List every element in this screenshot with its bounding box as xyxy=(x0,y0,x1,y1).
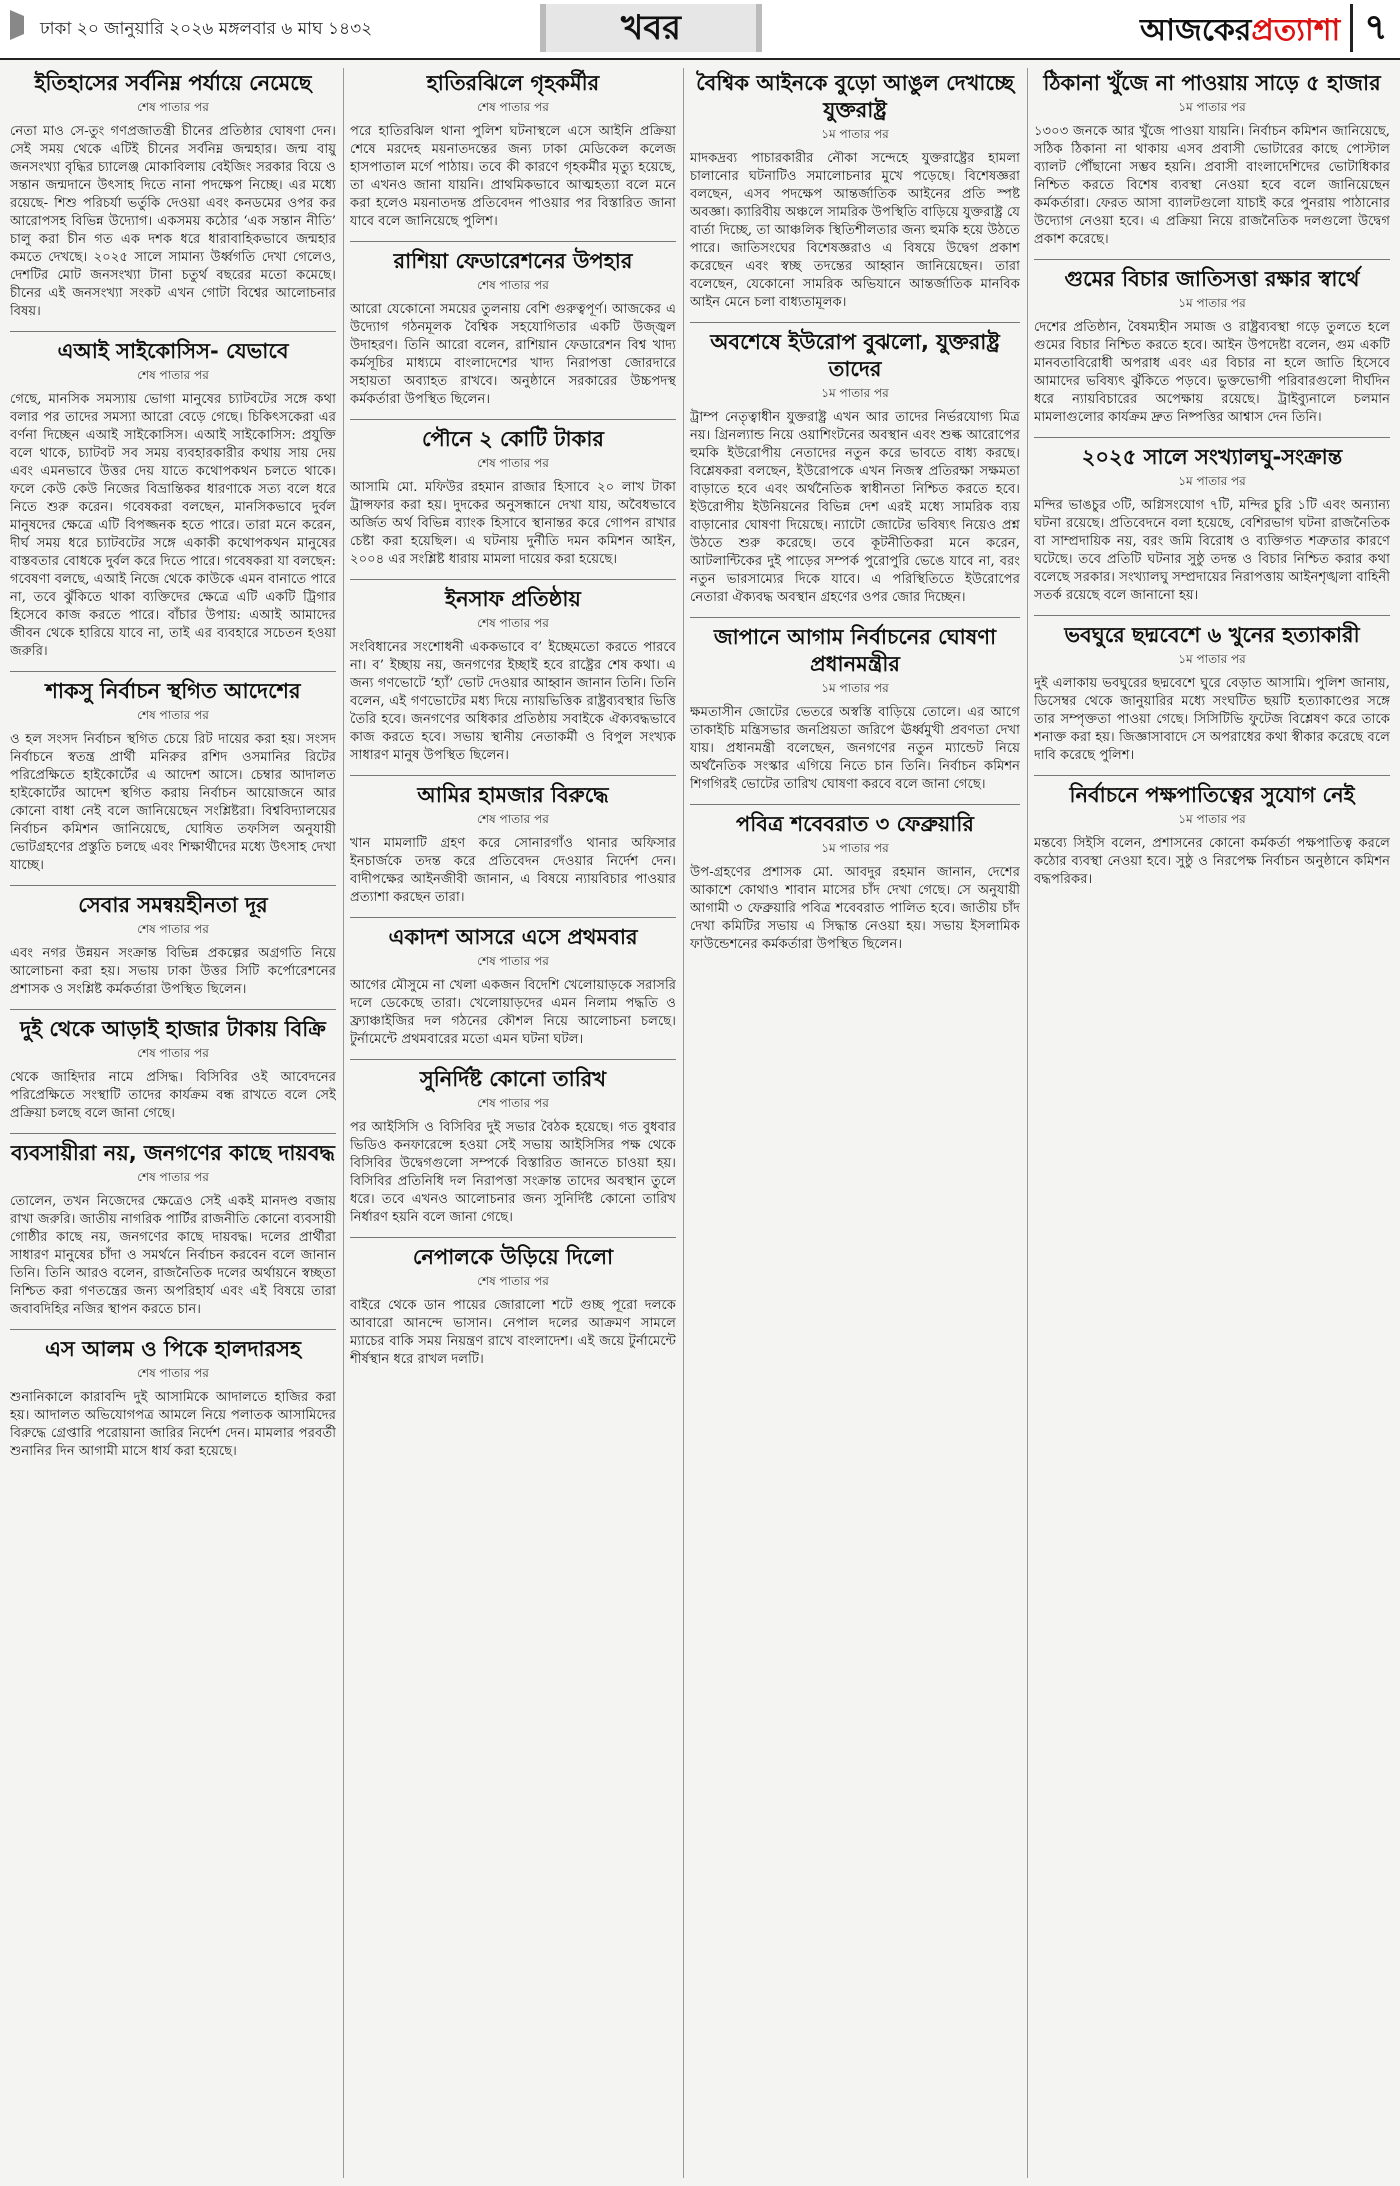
jump-line: ১ম পাতার পর xyxy=(1178,100,1246,114)
article-body: পরে হাতিরঝিল থানা পুলিশ ঘটনাস্থলে এসে আইনি প্রক্রিয়া শেষে মরদেহ ময়নাতদন্তের জন্য ঢাকা মেডিকেল কলেজ হাসপাতাল মর্গে পাঠায়। তবে কী কারণে গৃহকর্মীর মৃত্যু হয়েছে, তা এখনও জানা যায়নি। প্রাথমিকভাবে আত্মহত্যা বলে মনে করা হলেও ময়নাতদন্ত প্রতিবেদন পাওয়ার পর বিস্তারিত জানা যাবে বলে জানিয়েছে পুলিশ। xyxy=(350,124,676,229)
article xyxy=(690,329,1020,607)
jump-line: শেষ পাতার পর xyxy=(477,616,549,630)
article xyxy=(350,1244,676,1369)
article-divider xyxy=(10,1009,336,1010)
article xyxy=(1034,70,1390,249)
article xyxy=(10,1140,336,1319)
article-body: ১৩০৩ জনকে আর খুঁজে পাওয়া যায়নি। নির্বাচন কমিশন জানিয়েছে, সঠিক ঠিকানা না থাকায় এসব প্রবাসী ভোটারের কাছে পোস্টাল ব্যালট পৌঁছানো সম্ভব হয়নি। প্রবাসী বাংলাদেশিদের ভোটাধিকার নিশ্চিত করতে বিশেষ ব্যবস্থা নেওয়া হবে বলে জানিয়েছেন কর্মকর্তারা। ফেরত আসা ব্যালটগুলো যাচাই করে পুনরায় পাঠানোর উদ্যোগ নেওয়া হবে। এ প্রক্রিয়া নিয়ে রাজনৈতিক দলগুলো উদ্বেগ প্রকাশ করেছে। xyxy=(1034,124,1390,247)
article-divider xyxy=(690,617,1020,618)
article xyxy=(10,338,336,661)
column-rule xyxy=(343,68,344,2178)
article xyxy=(350,426,676,569)
page-number: ৭ xyxy=(1350,4,1399,52)
article xyxy=(690,624,1020,794)
jump-line: শেষ পাতার পর xyxy=(477,954,549,968)
jump-line: ১ম পাতার পর xyxy=(1178,296,1246,310)
jump-line: শেষ পাতার পর xyxy=(137,708,209,722)
issue-date: ঢাকা ২০ জানুয়ারি ২০২৬ মঙ্গলবার ৬ মাঘ ১৪৩২ xyxy=(40,19,373,39)
article-body: আগের মৌসুমে না খেলা একজন বিদেশি খেলোয়াড়কে সরাসরি দলে ডেকেছে তারা। খেলোয়াড়দের এমন নিলাম পদ্ধতি ও ফ্র্যাঞ্চাইজির দল গঠনের কৌশল নিয়ে আলোচনা চলছে। টুর্নামেন্টে প্রথমবারের মতো এমন ঘটনা ঘটল। xyxy=(350,978,676,1047)
article-divider xyxy=(350,775,676,776)
article-body: শুনানিকালে কারাবন্দি দুই আসামিকে আদালতে হাজির করা হয়। আদালত অভিযোগপত্র আমলে নিয়ে পলাতক আসামিদের বিরুদ্ধে গ্রেপ্তারি পরোয়ানা জারির নির্দেশ দেন। মামলার পরবর্তী শুনানির দিন আগামী মাসে ধার্য করা হয়েছে। xyxy=(10,1390,336,1459)
article-headline[interactable]: শাকসু নির্বাচন স্থগিত আদেশের xyxy=(45,679,301,703)
logo-part-1: আজকের xyxy=(1140,13,1252,48)
jump-line: ১ম পাতার পর xyxy=(821,841,889,855)
article-divider xyxy=(10,885,336,886)
article-divider xyxy=(690,322,1020,323)
article xyxy=(350,782,676,907)
article xyxy=(350,586,676,765)
jump-line: ১ম পাতার পর xyxy=(1178,812,1246,826)
jump-line: শেষ পাতার পর xyxy=(137,922,209,936)
article xyxy=(690,811,1020,954)
article-headline[interactable]: নির্বাচনে পক্ষপাতিত্বের সুযোগ নেই xyxy=(1069,783,1355,807)
article-divider xyxy=(1034,615,1390,616)
article-headline[interactable]: ইতিহাসের সর্বনিম্ন পর্যায়ে নেমেছে xyxy=(34,71,312,95)
masthead xyxy=(0,0,1400,60)
article-headline[interactable]: জাপানে আগাম নির্বাচনের ঘোষণা প্রধানমন্ত্রীর xyxy=(713,625,997,676)
article-divider xyxy=(10,671,336,672)
logo-part-2: প্রত্যাশা xyxy=(1251,13,1341,48)
article-body: এবং নগর উন্নয়ন সংক্রান্ত বিভিন্ন প্রকল্পের অগ্রগতি নিয়ে আলোচনা করা হয়। সভায় ঢাকা উত্তর সিটি কর্পোরেশনের প্রশাসক ও সংশ্লিষ্ট কর্মকর্তারা উপস্থিত ছিলেন। xyxy=(10,946,336,997)
article-body: আসামি মো. মফিউর রহমান রাজার হিসাবে ২০ লাখ টাকা ট্রান্সফার করা হয়। দুদকের অনুসন্ধানে দেখা যায়, অবৈধভাবে অর্জিত অর্থ বিভিন্ন ব্যাংক হিসাবে স্থানান্তর করে গোপন রাখার চেষ্টা করা হয়েছিল। এ ঘটনায় দুর্নীতি দমন কমিশন আইন, ২০০৪ এর সংশ্লিষ্ট ধারায় মামলা দায়ের করা হয়েছে। xyxy=(350,480,676,567)
article-body: ক্ষমতাসীন জোটের ভেতরে অস্বস্তি বাড়িয়ে তোলে। এর আগে তাকাইচি মন্ত্রিসভার জনপ্রিয়তা জরিপে ঊর্ধ্বমুখী প্রবণতা দেখা যায়। প্রধানমন্ত্রী বলেছেন, জনগণের নতুন ম্যান্ডেট নিয়ে অর্থনৈতিক সংস্কার এগিয়ে নিতে চান তিনি। নির্বাচন কমিশন শিগগিরই ভোটের তারিখ ঘোষণা করবে বলে জানা গেছে। xyxy=(690,705,1020,792)
jump-line: শেষ পাতার পর xyxy=(137,1170,209,1184)
article xyxy=(1034,444,1390,605)
jump-line: শেষ পাতার পর xyxy=(137,1046,209,1060)
article-body: মন্দির ভাঙচুর ৩টি, অগ্নিসংযোগ ৭টি, মন্দির চুরি ১টি এবং অন্যান্য ঘটনা রয়েছে। প্রতিবেদনে বলা হয়েছে, বেশিরভাগ ঘটনা রাজনৈতিক বা সাম্প্রদায়িক নয়, বরং জমি বিরোধ ও ব্যক্তিগত শত্রুতার কারণে ঘটেছে। তবে প্রতিটি ঘটনার সুষ্ঠু তদন্ত ও বিচার নিশ্চিত করার কথা বলেছে সরকার। সংখ্যালঘু সম্প্রদায়ের নিরাপত্তায় আইনশৃঙ্খলা বাহিনী সতর্ক রয়েছে বলে জানানো হয়। xyxy=(1034,498,1390,603)
page-corner-mark xyxy=(10,10,24,40)
article-headline[interactable]: বৈশ্বিক আইনকে বুড়ো আঙুল দেখাচ্ছে যুক্তরাষ্ট্র xyxy=(696,71,1014,122)
article-body: খান মামলাটি গ্রহণ করে সোনারগাঁও থানার অফিসার ইনচার্জকে তদন্ত করে প্রতিবেদন দেওয়ার নির্দেশ দেন। বাদীপক্ষের আইনজীবী জানান, এ বিষয়ে ন্যায়বিচার পাওয়ার প্রত্যাশা করছেন তারা। xyxy=(350,836,676,905)
article-divider xyxy=(10,331,336,332)
column-rule xyxy=(1027,68,1028,2178)
article-divider xyxy=(350,579,676,580)
jump-line: শেষ পাতার পর xyxy=(137,100,209,114)
jump-line: শেষ পাতার পর xyxy=(137,1366,209,1380)
newspaper-logo xyxy=(1140,6,1340,57)
article-headline[interactable]: পৌনে ২ কোটি টাকার xyxy=(422,427,604,451)
article xyxy=(10,1016,336,1123)
article-divider xyxy=(350,917,676,918)
article-headline[interactable]: হাতিরঝিলে গৃহকর্মীর xyxy=(426,71,600,95)
article xyxy=(350,924,676,1049)
article xyxy=(1034,622,1390,765)
article-headline[interactable]: ইনসাফ প্রতিষ্ঠায় xyxy=(445,587,581,611)
article xyxy=(10,70,336,321)
article-body: আরো যেকোনো সময়ের তুলনায় বেশি গুরুত্বপূর্ণ। আজকের এ উদ্যোগ গঠনমূলক বৈশ্বিক সহযোগিতার একটি উজ্জ্বল উদাহরণ। তিনি আরো বলেন, রাশিয়ান ফেডারেশন বিশ্ব খাদ্য কর্মসূচির মাধ্যমে বাংলাদেশের খাদ্য নিরাপত্তা জোরদারে সহায়তা অব্যাহত রাখবে। অনুষ্ঠানে সরকারের উচ্চপদস্থ কর্মকর্তারা উপস্থিত ছিলেন। xyxy=(350,302,676,407)
article-divider xyxy=(350,419,676,420)
section-title: খবর xyxy=(540,4,762,52)
article-body: তোলেন, তখন নিজেদের ক্ষেত্রেও সেই একই মানদণ্ড বজায় রাখা জরুরি। জাতীয় নাগরিক পার্টির রাজনীতি কোনো ব্যবসায়ী গোষ্ঠীর কাছে নয়, জনগণের কাছে দায়বদ্ধ। দলের প্রার্থীরা সাধারণ মানুষের চাঁদা ও সমর্থনে নির্বাচন করবেন বলে জানান তিনি। তিনি আরও বলেন, রাজনৈতিক দলের অর্থায়নে স্বচ্ছতা নিশ্চিত করা গণতন্ত্রের জন্য অপরিহার্য এবং এই বিষয়ে তারা জবাবদিহির নজির স্থাপন করতে চান। xyxy=(10,1194,336,1317)
article xyxy=(10,678,336,875)
column-3 xyxy=(690,68,1020,2178)
article-body: ট্রাম্প নেতৃত্বাধীন যুক্তরাষ্ট্র এখন আর তাদের নির্ভরযোগ্য মিত্র নয়। গ্রিনল্যান্ড নিয়ে ওয়াশিংটনের অবস্থান এবং শুল্ক আরোপের হুমকি ইউরোপীয় নেতাদের নতুন করে ভাবতে বাধ্য করছে। বিশ্লেষকরা বলছেন, ইউরোপকে এখন নিজস্ব প্রতিরক্ষা সক্ষমতা বাড়াতে হবে এবং অর্থনৈতিক স্বাধীনতা নিশ্চিত করতে হবে। ইউরোপীয় ইউনিয়নের বিভিন্ন দেশ এরই মধ্যে সামরিক ব্যয় বাড়ানোর ঘোষণা দিয়েছে। ন্যাটো জোটের ভবিষ্যৎ নিয়েও প্রশ্ন উঠতে শুরু করেছে। তবে কূটনীতিকরা মনে করেন, আটলান্টিকের দুই পাড়ের সম্পর্ক পুরোপুরি ভেঙে যাবে না, বরং নতুন ভারসাম্যের দিকে যাবে। এ পরিস্থিতিতে ইউরোপের নেতারা ঐক্যবদ্ধ অবস্থান গ্রহণের ওপর জোর দিচ্ছেন। xyxy=(690,410,1020,605)
article-divider xyxy=(10,1133,336,1134)
article-divider xyxy=(1034,437,1390,438)
article xyxy=(350,248,676,409)
article-body: সংবিধানের সংশোধনী এককভাবে ব’ ইচ্ছেমতো করতে পারবে না। ব’ ইচ্ছায় নয়, জনগণের ইচ্ছাই হবে রাষ্ট্রের শেষ কথা। এ জন্য গণভোটে ‘হ্যাঁ’ ভোট দেওয়ার আহ্বান জানান তিনি। তিনি বলেন, এই গণভোটের মধ্য দিয়ে ন্যায়ভিত্তিক রাষ্ট্রব্যবস্থার ভিত্তি তৈরি হবে। জনগণের অধিকার প্রতিষ্ঠায় সবাইকে ঐক্যবদ্ধভাবে কাজ করতে হবে। সভায় স্থানীয় নেতাকর্মী ও বিপুল সংখ্যক সাধারণ মানুষ উপস্থিত ছিলেন। xyxy=(350,640,676,763)
article-divider xyxy=(690,804,1020,805)
article-headline[interactable]: আমির হামজার বিরুদ্ধে xyxy=(417,783,609,807)
article-headline[interactable]: নেপালকে উড়িয়ে দিলো xyxy=(412,1245,614,1269)
jump-line: ১ম পাতার পর xyxy=(821,127,889,141)
column-2 xyxy=(350,68,676,2178)
article-headline[interactable]: ঠিকানা খুঁজে না পাওয়ায় সাড়ে ৫ হাজার xyxy=(1043,71,1381,95)
article xyxy=(10,892,336,999)
article xyxy=(350,70,676,231)
article-body: উপ-গ্রহণের প্রশাসক মো. আবদুর রহমান জানান, দেশের আকাশে কোথাও শাবান মাসের চাঁদ দেখা গেছে। সে অনুযায়ী আগামী ৩ ফেব্রুয়ারি পবিত্র শবেবরাত পালিত হবে। জাতীয় চাঁদ দেখা কমিটির সভায় এ সিদ্ধান্ত নেওয়া হয়। সভায় ইসলামিক ফাউন্ডেশনের কর্মকর্তারা উপস্থিত ছিলেন। xyxy=(690,865,1020,952)
article-headline[interactable]: এস আলম ও পিকে হালদারসহ xyxy=(44,1337,302,1361)
article-headline[interactable]: ভবঘুরে ছদ্মবেশে ৬ খুনের হত্যাকারী xyxy=(1064,623,1360,647)
article-divider xyxy=(350,1059,676,1060)
jump-line: শেষ পাতার পর xyxy=(477,278,549,292)
column-1 xyxy=(10,68,336,2178)
article xyxy=(10,1336,336,1461)
article-body: পর আইসিসি ও বিসিবির দুই সভার বৈঠক হয়েছে। গত বুধবার ভিডিও কনফারেন্সে হওয়া সেই সভায় আইসিসির পক্ষ থেকে বিসিবির উদ্বেগগুলো সম্পর্কে বিস্তারিত জানতে চাওয়া হয়। বিসিবির প্রতিনিধি দল নিরাপত্তা সংক্রান্ত তাদের অবস্থান তুলে ধরে। তবে এখনও আলোচনার জন্য সুনির্দিষ্ট কোনো তারিখ নির্ধারণ হয়নি বলে জানা গেছে। xyxy=(350,1120,676,1225)
column-rule xyxy=(683,68,684,2178)
jump-line: শেষ পাতার পর xyxy=(477,100,549,114)
article-headline[interactable]: পবিত্র শবেবরাত ৩ ফেব্রুয়ারি xyxy=(736,812,974,836)
article-headline[interactable]: সেবার সমন্বয়হীনতা দূর xyxy=(78,893,268,917)
article-body: দেশের প্রতিষ্ঠান, বৈষম্যহীন সমাজ ও রাষ্ট্রব্যবস্থা গড়ে তুলতে হলে গুমের বিচার নিশ্চিত করতে হবে। আইন উপদেষ্টা বলেন, গুম একটি মানবতাবিরোধী অপরাধ এবং এর বিচার না হলে জাতি হিসেবে আমাদের ভবিষ্যৎ ঝুঁকিতে পড়বে। ভুক্তভোগী পরিবারগুলো দীর্ঘদিন ধরে ন্যায়বিচারের অপেক্ষায় রয়েছে। ট্রাইব্যুনালে চলমান মামলাগুলোর কার্যক্রম দ্রুত নিষ্পত্তির আশ্বাস দেন তিনি। xyxy=(1034,320,1390,425)
article-headline[interactable]: সুনির্দিষ্ট কোনো তারিখ xyxy=(419,1067,607,1091)
article-body: ও হল সংসদ নির্বাচন স্থগিত চেয়ে রিট দায়ের করা হয়। সংসদ নির্বাচনে স্বতন্ত্র প্রার্থী মনিরুর রশিদ ওসমানির রিটের পরিপ্রেক্ষিতে হাইকোর্টের এ আদেশ আসে। চেম্বার আদালত হাইকোর্টের আদেশ স্থগিত করায় নির্বাচন আয়োজনে আর কোনো বাধা নেই বলে জানিয়েছেন সংশ্লিষ্টরা। বিশ্ববিদ্যালয়ের নির্বাচন কমিশন জানিয়েছে, ঘোষিত তফসিল অনুযায়ী ভোটগ্রহণের প্রস্তুতি চলছে এবং শিক্ষার্থীদের মধ্যে উৎসাহ দেখা যাচ্ছে। xyxy=(10,732,336,873)
article-body: নেতা মাও সে-তুং গণপ্রজাতন্ত্রী চীনের প্রতিষ্ঠার ঘোষণা দেন। সেই সময় থেকে এটিই চীনের সর্বনিম্ন জন্মহার। জন্ম বায়ু জনসংখ্যা বৃদ্ধির চ্যালেঞ্জ মোকাবিলায় বেইজিং সরকার বিয়ে ও সন্তান জন্মদানে উৎসাহ দিতে নানা পদক্ষেপ নিচ্ছে। এর মধ্যে রয়েছে- শিশু পরিচর্যা ভর্তুকি দেওয়া এবং কনডমের ওপর কর আরোপসহ বিভিন্ন উদ্যোগ। একসময় কঠোর ‘এক সন্তান নীতি’ চালু করা চীন গত এক দশক ধরে ধারাবাহিকভাবে জন্মহার কমতে দেখছে। ২০২৫ সালে সামান্য উর্ধ্বগতি দেখা গেলেও, দেশটির মোট জনসংখ্যা টানা চতুর্থ বছরের মতো কমেছে। চীনের এই জনসংখ্যা সংকট এখন গোটা বিশ্বের আলোচনার বিষয়। xyxy=(10,124,336,319)
article-headline[interactable]: একাদশ আসরে এসে প্রথমবার xyxy=(388,925,638,949)
jump-line: ১ম পাতার পর xyxy=(1178,474,1246,488)
article-divider xyxy=(10,1329,336,1330)
article-body: থেকে জাহিদার নামে প্রসিদ্ধ। বিসিবির ওই আবেদনের পরিপ্রেক্ষিতে সংস্থাটি তাদের কার্যক্রম বন্ধ রাখতে বলে সেই প্রক্রিয়া চলছে বলে জানা গেছে। xyxy=(10,1070,336,1121)
article-body: মাদকদ্রব্য পাচারকারীর নৌকা সন্দেহে যুক্তরাষ্ট্রের হামলা চালানোর ঘটনাটিও সমালোচনার মুখে পড়েছে। বিশেষজ্ঞরা বলছেন, এসব পদক্ষেপ আন্তর্জাতিক আইনের প্রতি স্পষ্ট অবজ্ঞা। ক্যারিবীয় অঞ্চলে সামরিক উপস্থিতি বাড়িয়ে যুক্তরাষ্ট্র যে বার্তা দিচ্ছে, তা আঞ্চলিক স্থিতিশীলতার জন্য হুমকি হয়ে উঠতে পারে। জাতিসংঘের বিশেষজ্ঞরাও এ বিষয়ে উদ্বেগ প্রকাশ করেছেন এবং স্বচ্ছ তদন্তের আহ্বান জানিয়েছেন। তারা বলেছেন, যেকোনো সামরিক অভিযানে আন্তর্জাতিক মানবিক আইন মেনে চলা বাধ্যতামূলক। xyxy=(690,151,1020,310)
article xyxy=(350,1066,676,1227)
jump-line: শেষ পাতার পর xyxy=(477,1274,549,1288)
article-headline[interactable]: ২০২৫ সালে সংখ্যালঘু-সংক্রান্ত xyxy=(1081,445,1343,469)
jump-line: ১ম পাতার পর xyxy=(821,386,889,400)
article-headline[interactable]: ব্যবসায়ীরা নয়, জনগণের কাছে দায়বদ্ধ xyxy=(11,1141,335,1165)
article-divider xyxy=(1034,775,1390,776)
article-headline[interactable]: গুমের বিচার জাতিসত্তা রক্ষার স্বার্থে xyxy=(1064,267,1360,291)
article xyxy=(690,70,1020,312)
article-divider xyxy=(350,241,676,242)
column-4 xyxy=(1034,68,1390,2178)
jump-line: ১ম পাতার পর xyxy=(821,681,889,695)
jump-line: শেষ পাতার পর xyxy=(477,1096,549,1110)
jump-line: শেষ পাতার পর xyxy=(477,812,549,826)
article xyxy=(1034,782,1390,889)
article-divider xyxy=(350,1237,676,1238)
article-body: দুই এলাকায় ভবঘুরের ছদ্মবেশে ঘুরে বেড়াত আসামি। পুলিশ জানায়, ডিসেম্বর থেকে জানুয়ারির মধ্যে সংঘটিত ছয়টি হত্যাকাণ্ডের সঙ্গে তার সম্পৃক্ততা পাওয়া গেছে। সিসিটিভি ফুটেজ বিশ্লেষণ করে তাকে শনাক্ত করা হয়। জিজ্ঞাসাবাদে সে অপরাধের কথা স্বীকার করেছে বলে দাবি করেছে পুলিশ। xyxy=(1034,676,1390,763)
article-headline[interactable]: রাশিয়া ফেডারেশনের উপহার xyxy=(393,249,633,273)
jump-line: শেষ পাতার পর xyxy=(477,456,549,470)
jump-line: ১ম পাতার পর xyxy=(1178,652,1246,666)
article-headline[interactable]: অবশেষে ইউরোপ বুঝলো, যুক্তরাষ্ট্র তাদের xyxy=(710,330,1000,381)
article-headline[interactable]: এআই সাইকোসিস- যেভাবে xyxy=(57,339,289,363)
article-headline[interactable]: দুই থেকে আড়াই হাজার টাকায় বিক্রি xyxy=(20,1017,326,1041)
article-body: মন্তব্যে সিইসি বলেন, প্রশাসনের কোনো কর্মকর্তা পক্ষপাতিত্ব করলে কঠোর ব্যবস্থা নেওয়া হবে। সুষ্ঠু ও নিরপেক্ষ নির্বাচন অনুষ্ঠানে কমিশন বদ্ধপরিকর। xyxy=(1034,836,1390,887)
article-body: গেছে, মানসিক সমস্যায় ভোগা মানুষের চ্যাটবটের সঙ্গে কথা বলার পর তাদের সমস্যা আরো বেড়ে গেছে। চিকিৎসকেরা এর বর্ণনা দিচ্ছেন এআই সাইকোসিস। এআই সাইকোসিস: প্রযুক্তি বলে থাকে, চ্যাটবট সব সময় ব্যবহারকারীর কথায় সায় দেয় এবং এমনভাবে উত্তর দেয় যাতে কথোপকথন চলতে থাকে। ফলে কেউ কেউ নিজের বিভ্রান্তিকর ধারণাকে সত্য বলে ধরে নিতে শুরু করেন। গবেষকরা বলছেন, মানসিকভাবে দুর্বল মানুষদের ক্ষেত্রে এটি বিপজ্জনক হতে পারে। তারা মনে করেন, দীর্ঘ সময় ধরে চ্যাটবটের সঙ্গে একাকী কথোপকথন মানুষের বাস্তবতার বোধকে দুর্বল করে দিতে পারে। গবেষকরা যা বলছেন: গবেষণা বলছে, এআই নিজে থেকে কাউকে এমন বানাতে পারে না, তবে ঝুঁকিতে থাকা ব্যক্তিদের ক্ষেত্রে এটি একটি ট্রিগার হিসেবে কাজ করতে পারে। বাঁচার উপায়: এআই আমাদের জীবন থেকে হারিয়ে যাবে না, তাই এর ব্যবহারে সচেতন হওয়া জরুরি। xyxy=(10,392,336,659)
jump-line: শেষ পাতার পর xyxy=(137,368,209,382)
article-body: বাইরে থেকে ডান পায়ের জোরালো শটে গুচ্ছ পূরো দলকে আবারো আনন্দে ভাসান। নেপাল দলের আক্রমণ সামলে ম্যাচের বাকি সময় নিয়ন্ত্রণ রাখে বাংলাদেশ। এই জয়ে টুর্নামেন্টে শীর্ষস্থান ধরে রাখল দলটি। xyxy=(350,1298,676,1367)
article xyxy=(1034,266,1390,427)
article-divider xyxy=(1034,259,1390,260)
